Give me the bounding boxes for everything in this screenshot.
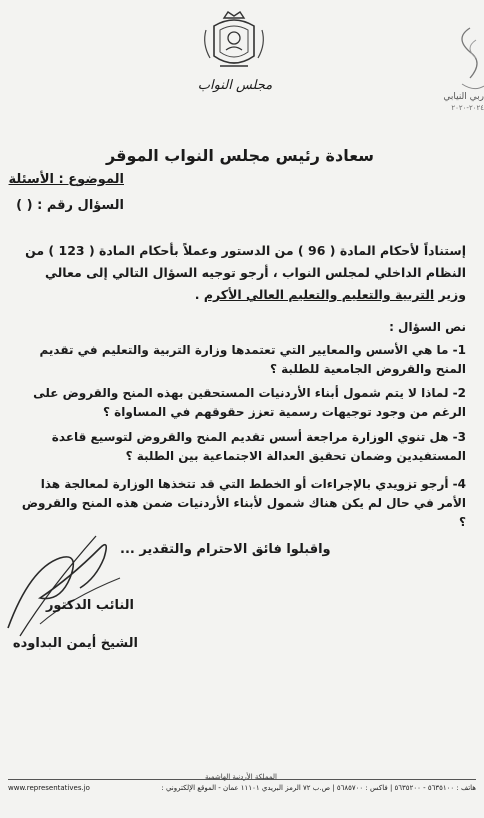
intro-text: إستناداً لأحكام المادة ( 96 ) من الدستور وعملاً بأحكام المادة ( 123 ) من النظام الداخلي لمجلس النواب ، أرجو توجيه السؤال التالي إلى معالي وزير — [25, 243, 466, 302]
addressee-line: سعادة رئيس مجلس النواب الموقر — [106, 146, 374, 165]
footer-logo-text: المملكة الأردنية الهاشمية — [204, 773, 278, 781]
minister-title: التربية والتعليم والتعليم العالي الأكرم — [203, 287, 435, 302]
parliament-name: مجلس النواب — [197, 78, 273, 93]
side-logo-number: ٢٠٢٤-٢٠٢٠ — [451, 104, 484, 112]
intro-paragraph — [18, 240, 466, 306]
question-item: 4- أرجو تزويدي بالإجراءات أو الخطط التي قد تتخذها الوزارة لمعالجة هذا الأمر في حال لم يكن هناك شمول لأبناء الأردنيات ضمن هذه المنح والقروض ؟ — [21, 477, 466, 529]
footer-divider — [8, 779, 476, 780]
handwritten-signature — [0, 528, 140, 638]
footer-contact-text: هاتف : ٥٦٣٥١٠٠ - ٥٦٣٥٢٠٠ | فاكس : ٥٦٨٥٧٠٠ | ص.ب ٧٢ الرمز البريدي ١١١٠١ عمان - الموقع الإلكتروني : — [161, 784, 476, 792]
footer-logo — [200, 766, 282, 781]
signer-name: الشيخ أيمن البداوده — [12, 636, 138, 651]
closing-line: واقبلوا فائق الاحترام والتقدير ... — [120, 542, 331, 557]
question-item: 1- ما هي الأسس والمعايير التي تعتمدها وزارة التربية والتعليم في تقديم المنح والقروض الجامعية للطلبة ؟ — [39, 343, 466, 376]
parliament-crest-icon — [200, 10, 268, 72]
side-logo-text: ربي النيابي — [443, 92, 484, 102]
footer-website[interactable]: www.representatives.jo — [8, 784, 90, 792]
question-item: 2- لماذا لا يتم شمول أبناء الأردنيات المستحقين بهذه المنح والقروض على الرغم من وجود توجيهات رسمية تعزز حقوقهم في المساواة ؟ — [33, 386, 466, 419]
question-item: 3- هل تنوي الوزارة مراجعة أسس تقديم المنح والقروض لتوسيع قاعدة المستفيدين وضمان تحقيق العدالة الاجتماعية بين الطلبة ؟ — [51, 430, 466, 463]
question-heading: نص السؤال : — [389, 320, 466, 334]
signer-title: النائب الدكتور — [45, 598, 134, 613]
intro-end: . — [194, 287, 204, 302]
subject-line: الموضوع : الأسئلة — [8, 172, 124, 187]
question-number-line: السؤال رقم : ( ) — [16, 198, 124, 213]
